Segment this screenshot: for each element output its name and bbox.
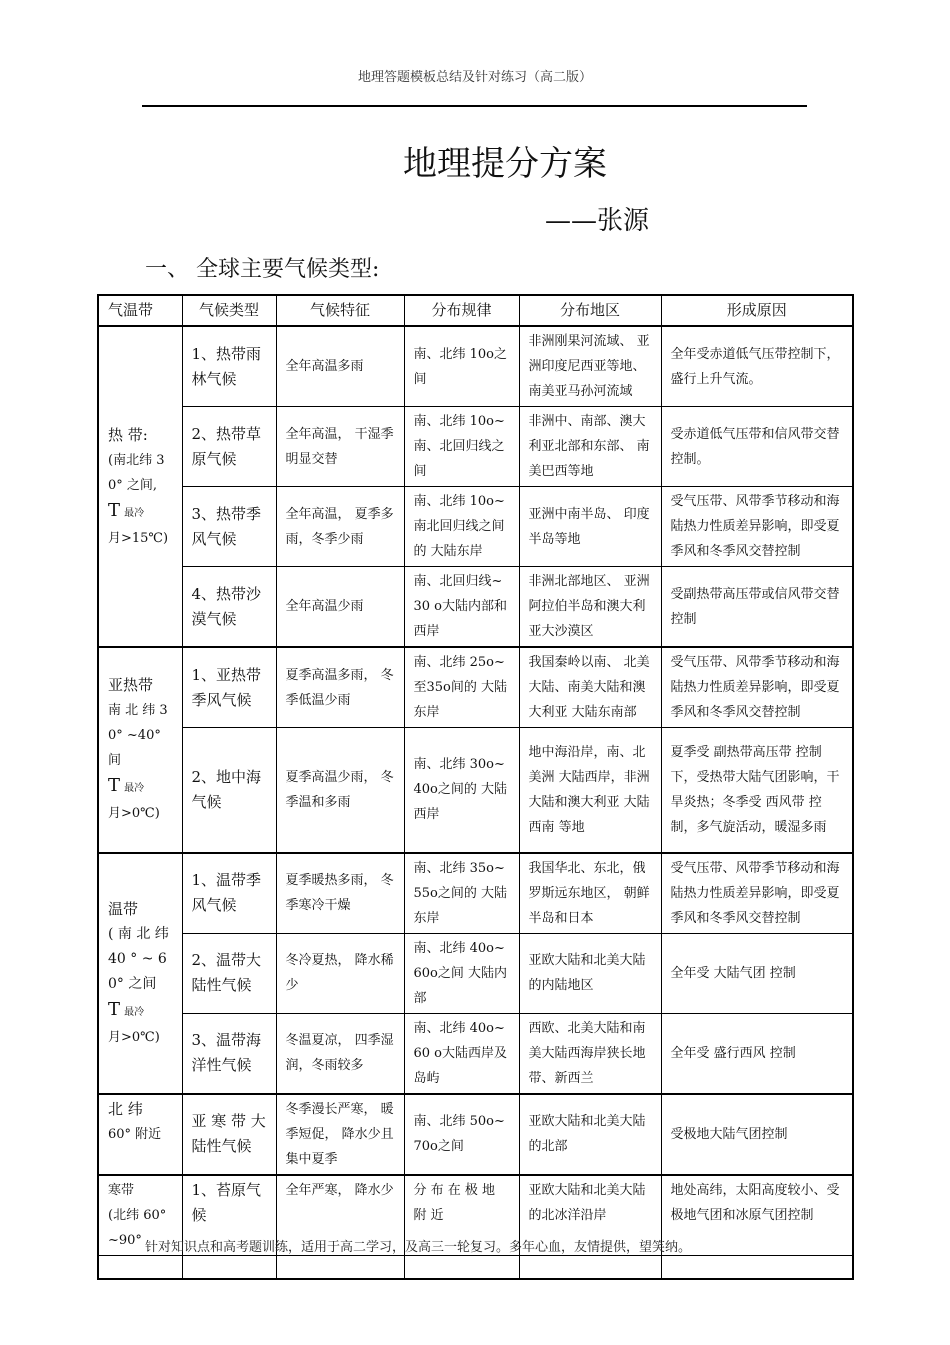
table-row — [98, 487, 853, 567]
climate-features: 全年高温， 夏季多雨，冬季少雨 — [276, 487, 404, 567]
climate-regions: 地中海沿岸，南、北美洲 大陆西岸，非洲大陆和澳大利亚 大陆西南 等地 — [519, 728, 661, 853]
zone-subtropical — [98, 647, 182, 853]
climate-type: 2、地中海气候 — [182, 728, 276, 853]
table-row — [98, 728, 853, 853]
zone-name: 热 带: — [108, 425, 148, 444]
climate-pattern: 南、北纬 10o之间 — [404, 326, 519, 407]
section-title: 一、 全球主要气候类型: — [145, 257, 380, 282]
zone-range: 南 北 纬 30° ~40° 间 — [108, 703, 168, 769]
climate-regions: 亚欧大陆和北美大陆的内陆地区 — [519, 933, 661, 1013]
climate-regions: 亚洲中南半岛、 印度半岛等地 — [519, 487, 661, 567]
climate-features: 夏季高温多雨， 冬季低温少雨 — [276, 647, 404, 728]
climate-pattern: 南、北纬 40o~ 60 o大陆西岸及岛屿 — [404, 1013, 519, 1094]
header-pattern: 分布规律 — [404, 295, 519, 326]
climate-type: 2、热带草原气候 — [182, 407, 276, 487]
page-footer: 针对知识点和高考题训练，适用于高二学习，及高三一轮复习。多年心血，友情提供，望笑纳。 — [145, 1240, 692, 1255]
table-row — [98, 326, 853, 407]
climate-features: 全年高温， 干湿季明显交替 — [276, 407, 404, 487]
climate-cause: 夏季受 副热带高压带 控制下，受热带大陆气团影响，干旱炎热；冬季受 西风带 控制，多气旋活动，暖湿多雨 — [661, 728, 853, 853]
climate-regions: 亚欧大陆和北美大陆的北冰洋沿岸 — [519, 1175, 661, 1256]
climate-regions: 非洲中、南部、澳大利亚北部和东部、 南美巴西等地 — [519, 407, 661, 487]
zone-range: (北纬 60° ~90° — [108, 1207, 167, 1248]
zone-temperate — [98, 853, 182, 1094]
zone-subarctic — [98, 1094, 182, 1175]
header-regions: 分布地区 — [519, 295, 661, 326]
climate-type: 3、热带季风气候 — [182, 487, 276, 567]
zone-range: (南北纬 30° 之间, — [108, 452, 165, 493]
table-row — [98, 1094, 853, 1175]
climate-pattern: 南、北回归线~ 30 o大陆内部和西岸 — [404, 567, 519, 648]
climate-cause: 受赤道低气压带和信风带交替控制。 — [661, 407, 853, 487]
zone-tropical — [98, 326, 182, 647]
header-type: 气候类型 — [182, 295, 276, 326]
header-rule — [142, 105, 807, 107]
climate-pattern: 南、北纬 35o~ 55o之间的 大陆东岸 — [404, 853, 519, 934]
climate-cause: 地处高纬，太阳高度较小、受极地气团和冰原气团控制 — [661, 1175, 853, 1256]
author: ——张源 — [545, 206, 650, 236]
climate-cause: 受气压带、风带季节移动和海陆热力性质差异影响，即受夏季风和冬季风交替控制 — [661, 853, 853, 934]
climate-features: 全年高温少雨 — [276, 567, 404, 648]
climate-pattern: 分 布 在 极 地 附 近 — [404, 1175, 519, 1256]
zone-temp: T 最冷 — [108, 499, 145, 521]
table-row — [98, 647, 853, 728]
zone-temp: T 最冷 — [108, 998, 145, 1020]
climate-features: 全年严寒， 降水少 — [276, 1175, 404, 1256]
climate-regions: 非洲刚果河流域、 亚洲印度尼西亚等地、 南美亚马孙河流域 — [519, 326, 661, 407]
table-row — [98, 567, 853, 648]
climate-regions: 非洲北部地区、 亚洲阿拉伯半岛和澳大利亚大沙漠区 — [519, 567, 661, 648]
table-row — [98, 853, 853, 934]
climate-regions: 我国华北、东北，俄罗斯远东地区， 朝鲜半岛和日本 — [519, 853, 661, 934]
climate-type: 亚 寒 带 大陆性气候 — [182, 1094, 276, 1175]
climate-features: 冬冷夏热， 降水稀少 — [276, 933, 404, 1013]
climate-cause: 受气压带、风带季节移动和海陆热力性质差异影响，即受夏季风和冬季风交替控制 — [661, 487, 853, 567]
climate-regions: 西欧、北美大陆和南美大陆西海岸狭长地带、新西兰 — [519, 1013, 661, 1094]
table-row — [98, 1013, 853, 1094]
climate-features: 全年高温多雨 — [276, 326, 404, 407]
zone-temp-cond: 月>15℃) — [108, 530, 169, 546]
climate-regions: 我国秦岭以南、 北美大陆、南美大陆和澳大利亚 大陆东南部 — [519, 647, 661, 728]
climate-features: 冬温夏凉， 四季湿润，冬雨较多 — [276, 1013, 404, 1094]
table-header-row — [98, 295, 853, 326]
header-cause: 形成原因 — [661, 295, 853, 326]
climate-cause: 全年受 大陆气团 控制 — [661, 933, 853, 1013]
page-title: 地理提分方案 — [403, 144, 607, 184]
zone-temp-cond: 月>0℃) — [108, 806, 160, 822]
climate-pattern: 南、北纬 10o~ 南、北回归线之间 — [404, 407, 519, 487]
climate-features: 夏季暖热多雨， 冬季寒冷干燥 — [276, 853, 404, 934]
climate-cause: 受气压带、风带季节移动和海陆热力性质差异影响，即受夏季风和冬季风交替控制 — [661, 647, 853, 728]
table-row — [98, 407, 853, 487]
zone-temp-cond: 月>0℃) — [108, 1029, 160, 1045]
zone-name: 寒带 — [108, 1182, 135, 1198]
climate-pattern: 南、北纬 10o~ 南北回归线之间的 大陆东岸 — [404, 487, 519, 567]
climate-table — [97, 294, 854, 1280]
zone-temp: T 最冷 — [108, 775, 145, 797]
climate-type: 4、热带沙漠气候 — [182, 567, 276, 648]
header-features: 气候特征 — [276, 295, 404, 326]
climate-cause: 受极地大陆气团控制 — [661, 1094, 853, 1175]
climate-regions: 亚欧大陆和北美大陆的北部 — [519, 1094, 661, 1175]
table-row-empty — [98, 1255, 853, 1279]
climate-type: 1、亚热带季风气候 — [182, 647, 276, 728]
page-header: 地理答题模板总结及针对练习（高二版） — [357, 70, 592, 85]
climate-pattern: 南、北纬 30o~ 40o之间的 大陆西岸 — [404, 728, 519, 853]
zone-range: ( 南 北 纬 40 ° ~ 60° 之间 — [108, 925, 169, 992]
climate-cause: 全年受 盛行西风 控制 — [661, 1013, 853, 1094]
climate-type: 1、苔原气候 — [182, 1175, 276, 1256]
climate-cause: 全年受赤道低气压带控制下，盛行上升气流。 — [661, 326, 853, 407]
climate-type: 2、温带大陆性气候 — [182, 933, 276, 1013]
zone-name: 北 纬 — [108, 1099, 143, 1118]
climate-type: 3、温带海洋性气候 — [182, 1013, 276, 1094]
climate-pattern: 南、北纬 50o~ 70o之间 — [404, 1094, 519, 1175]
climate-cause: 受副热带高压带或信风带交替控制 — [661, 567, 853, 648]
climate-pattern: 南、北纬 25o~ 至35o间的 大陆东岸 — [404, 647, 519, 728]
climate-pattern: 南、北纬 40o~ 60o之间 大陆内部 — [404, 933, 519, 1013]
climate-type: 1、热带雨林气候 — [182, 326, 276, 407]
climate-features: 冬季漫长严寒， 暖季短促， 降水少且集中夏季 — [276, 1094, 404, 1175]
header-zone: 气温带 — [98, 295, 182, 326]
table-row — [98, 933, 853, 1013]
climate-features: 夏季高温少雨， 冬季温和多雨 — [276, 728, 404, 853]
climate-type: 1、温带季风气候 — [182, 853, 276, 934]
zone-name: 温带 — [108, 899, 139, 918]
zone-range: 60° 附近 — [108, 1126, 162, 1142]
zone-name: 亚热带 — [108, 676, 154, 695]
